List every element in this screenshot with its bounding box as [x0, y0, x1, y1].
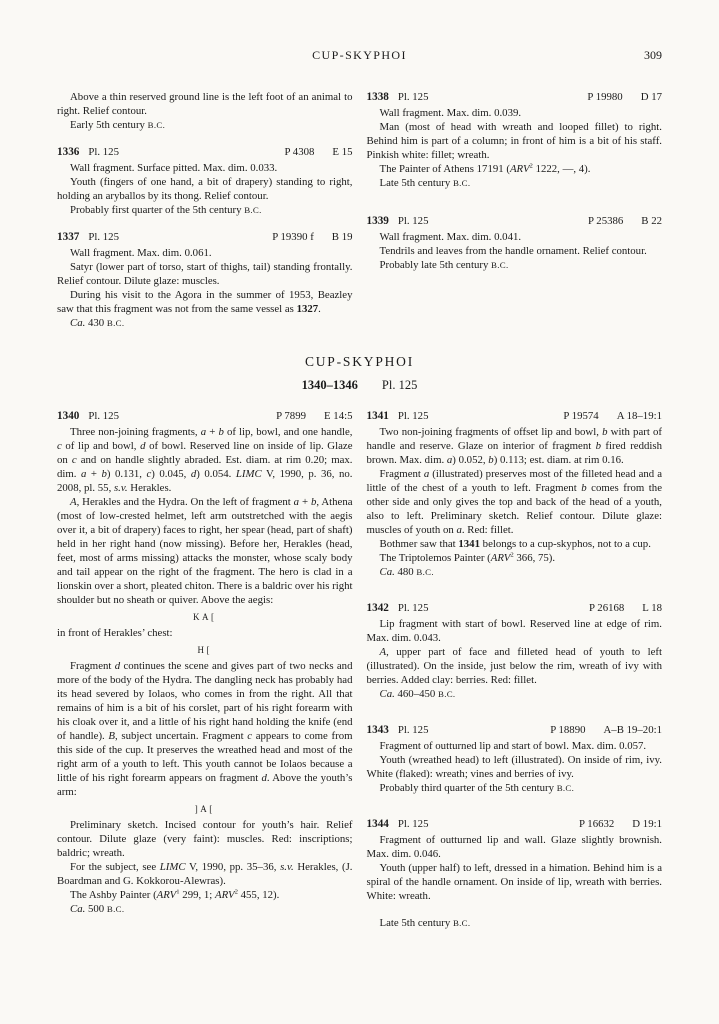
grid-reference: A 18–19:1	[616, 410, 662, 422]
entry-paragraph: Youth (upper half) to left, dressed in a himation. Behind him is a spiral of the handle ornament. On inside of lip, wreath with berries. White: wreath.	[366, 862, 662, 902]
entry-paragraph: Fragment d continues the scene and gives part of two necks and more of the body of the Hydra. The dangling neck has probably had its head severed by Iolaos, who comes in from the right. All that remains of him is a bit of his corslet, part of his right forearm with his cloak over it, and a little of his right hand holding the knife (end of handle). B, subject uncertain. Fragment c appears to come from this side of the cup. It preserves the wreathed head and most of the right arm of a youth to left. This youth cannot be Iolaos because a little of his right forearm appears on fragment d. Above the youth’s arm:	[57, 660, 353, 798]
inventory-number: P 19574	[563, 410, 599, 422]
plate-reference: Pl. 125	[397, 91, 429, 103]
entry-attribution: The Painter of Athens 17191 (ARV$^2$ 1222, —, 4).	[379, 162, 591, 175]
continuation-paragraph: Above a thin reserved ground line is the left foot of an animal to right. Relief contour.	[57, 91, 353, 117]
entry-paragraph: Fragment a (illustrated) preserves most of the filleted head and a little of the chest of a youth to left. Fragment b comes from the other side and only gives the top and back of the head of a youth, also to left. Preliminary sketch. Relief contour. Dilute glaze: muscles of youth on a. Red: fillet.	[366, 468, 662, 536]
entry-paragraph: in front of Herakles’ chest:	[57, 627, 173, 639]
page-number: 309	[644, 48, 662, 62]
plate-reference: Pl. 125	[88, 410, 119, 422]
inventory-number: P 4308	[284, 146, 315, 158]
entry-paragraph: Two non-joining fragments of offset lip and bowl, b with part of handle and reserve. Glaze on interior of fragment b fired reddish brown. Max. dim. a) 0.052, b) 0.113; est. diam. at rim 0.16.	[366, 426, 662, 466]
grid-reference: A–B 19–20:1	[603, 724, 662, 736]
entry-date: Ca. 500 B.C.	[70, 903, 125, 915]
catalog-entry-1341	[367, 409, 663, 579]
entry-paragraph: Satyr (lower part of torso, start of thighs, tail) standing frontally. Relief contour. Dilute glaze: muscles.	[57, 261, 353, 287]
catalog-entry-1340	[57, 409, 353, 916]
left-column-bottom	[57, 409, 353, 930]
bottom-columns	[57, 409, 662, 930]
entry-header	[367, 723, 663, 737]
entry-paragraph: A, upper part of face and filleted head of youth to left (illustrated). On the inside, just below the rim, wreath of ivy with berries. Added clay: berries. Red: fillet.	[366, 646, 662, 686]
entry-header	[367, 409, 663, 423]
entry-date: Ca. 480 B.C.	[379, 566, 434, 578]
page-header	[57, 48, 662, 64]
section-range: 1340–1346	[301, 378, 358, 392]
section-plate-reference: Pl. 125	[381, 378, 418, 392]
plate-reference: Pl. 125	[88, 231, 119, 243]
entry-number: 1338	[366, 91, 389, 103]
entry-date: Late 5th century B.C.	[379, 177, 471, 189]
section-subtitle	[57, 378, 662, 393]
catalog-entry-1344	[367, 817, 663, 930]
entry-number: 1339	[366, 215, 389, 227]
entry-number: 1342	[366, 602, 389, 614]
right-column-top	[367, 90, 663, 330]
entry-header	[57, 409, 353, 423]
inventory-number: P 19980	[587, 91, 623, 103]
grid-reference: L 18	[642, 602, 662, 614]
entry-paragraph: Tendrils and leaves from the handle ornament. Relief contour.	[379, 245, 647, 257]
entry-paragraph: For the subject, see LIMC V, 1990, pp. 35–36, s.v. Herakles, (J. Boardman and G. Kokkorou-Alewras).	[57, 861, 353, 887]
inventory-number: P 16632	[579, 818, 615, 830]
entry-date: Late 5th century B.C.	[379, 917, 471, 929]
right-column-bottom	[367, 409, 663, 930]
entry-date: Probably late 5th century B.C.	[379, 259, 509, 271]
section-heading	[57, 354, 662, 393]
entry-number: 1337	[57, 231, 80, 243]
entry-number: 1343	[366, 724, 389, 736]
entry-header	[367, 90, 663, 104]
grid-reference: B 19	[331, 231, 353, 243]
entry-attribution: The Triptolemos Painter (ARV$^2$ 366, 75).	[379, 551, 556, 564]
inventory-number: P 25386	[588, 215, 624, 227]
section-title: CUP-SKYPHOI	[304, 354, 415, 369]
catalog-entry-1338	[367, 90, 663, 190]
grid-reference: D 17	[640, 91, 662, 103]
entry-number: 1336	[57, 146, 80, 158]
grid-reference: E 14:5	[324, 410, 353, 422]
entry-number: 1341	[366, 410, 389, 422]
plate-reference: Pl. 125	[397, 818, 429, 830]
entry-date: Probably first quarter of the 5th century B.C.	[70, 204, 262, 216]
entry-paragraph: Fragment of outturned lip and start of bowl. Max. dim. 0.057.	[379, 740, 647, 752]
catalog-entry-1339	[367, 214, 663, 272]
inventory-number: P 26168	[589, 602, 625, 614]
catalog-entry-1343	[367, 723, 663, 795]
entry-paragraph: A, Herakles and the Hydra. On the left of fragment a + b, Athena (most of low-crested helmet, left arm outstretched with the aegis over it, a bit of drapery) faces to right, her spear (head, part of shaft) held in her right hand (now missing). Before her, Herakles (head, feet, most of arms missing) attacks the monster, whose scaly body and tail appear on the right of the fragment. The hero is clad in a lionskin over a short, pleated chiton. There is a baldric over his right shoulder but no sheath or quiver. Above the aegis:	[57, 496, 353, 606]
catalog-entry-1342	[367, 601, 663, 701]
plate-reference: Pl. 125	[397, 602, 429, 614]
inventory-number: P 19390 f	[272, 231, 314, 243]
entry-date: Probably third quarter of the 5th century B.C.	[379, 782, 575, 794]
entry-header	[57, 230, 353, 244]
entry-paragraph: Wall fragment. Surface pitted. Max. dim. 0.033.	[70, 162, 278, 174]
entry-paragraph: Man (most of head with wreath and looped fillet) to right. Behind him is part of a column; in front of him is a bit of his staff. Pinkish white: fillet; wreath.	[366, 121, 662, 161]
entry-paragraph: Lip fragment with start of bowl. Reserved line at edge of rim. Max. dim. 0.043.	[366, 618, 662, 644]
entry-paragraph: During his visit to the Agora in the summer of 1953, Beazley saw that this fragment was not from the same vessel as 1327.	[57, 289, 353, 315]
grid-reference: B 22	[641, 215, 662, 227]
entry-paragraph: Three non-joining fragments, a + b of lip, bowl, and one handle, c of lip and bowl, d of bowl. Reserved line on inside of lip. Glaze on c and on handle slightly abraded. Est. diam. at rim 0.20; max. dim. a + b) 0.131, c) 0.045, d) 0.054. LIMC V, 1990, p. 36, no. 2008, pl. 55, s.v. Herakles.	[57, 426, 353, 494]
entry-paragraph: Preliminary sketch. Incised contour for youth’s hair. Relief contour. Dilute glaze (very faint): muscles. Red: inscriptions; baldric; wreath.	[57, 819, 353, 859]
grid-reference: E 15	[332, 146, 353, 158]
greek-inscription: ΚΑ[	[193, 612, 217, 622]
entry-paragraph: Bothmer saw that 1341 belongs to a cup-skyphos, not to a cup.	[379, 538, 651, 550]
greek-inscription: ]Α[	[194, 804, 215, 814]
plate-reference: Pl. 125	[397, 724, 429, 736]
entry-header	[57, 145, 353, 159]
entry-date: Ca. 460–450 B.C.	[379, 688, 456, 700]
entry-paragraph: Fragment of outturned lip and wall. Glaze slightly brownish. Max. dim. 0.046.	[366, 834, 662, 860]
grid-reference: D 19:1	[632, 818, 662, 830]
entry-paragraph: Wall fragment. Max. dim. 0.039.	[379, 107, 522, 119]
entry-paragraph: Youth (wreathed head) to left (illustrated). On inside of rim, ivy. White (flaked): wreath; vines and berries of ivy.	[366, 754, 662, 780]
entry-number: 1340	[57, 410, 80, 422]
entry-header	[367, 817, 663, 831]
inventory-number: P 18890	[550, 724, 586, 736]
continuation-date: Early 5th century B.C.	[70, 119, 166, 131]
catalog-entry-1336	[57, 145, 353, 217]
plate-reference: Pl. 125	[88, 146, 119, 158]
entry-header	[367, 214, 663, 228]
running-head: CUP-SKYPHOI	[312, 48, 407, 62]
entry-paragraph: Wall fragment. Max. dim. 0.061.	[70, 247, 212, 259]
entry-number: 1344	[366, 818, 389, 830]
left-column-top	[57, 90, 353, 330]
entry-paragraph: Youth (fingers of one hand, a bit of drapery) standing to right, holding an aryballos by its thong. Relief contour.	[57, 176, 353, 202]
plate-reference: Pl. 125	[397, 215, 429, 227]
entry-paragraph: Wall fragment. Max. dim. 0.041.	[379, 231, 522, 243]
greek-inscription: Η[	[197, 645, 212, 655]
top-columns	[57, 90, 662, 330]
entry-attribution: The Ashby Painter (ARV$^1$ 299, 1; ARV$^2$ 455, 12).	[70, 888, 280, 901]
plate-reference: Pl. 125	[397, 410, 429, 422]
entry-header	[367, 601, 663, 615]
entry-date: Ca. 430 B.C.	[70, 317, 125, 329]
inventory-number: P 7899	[276, 410, 306, 422]
catalog-entry-1337	[57, 230, 353, 330]
